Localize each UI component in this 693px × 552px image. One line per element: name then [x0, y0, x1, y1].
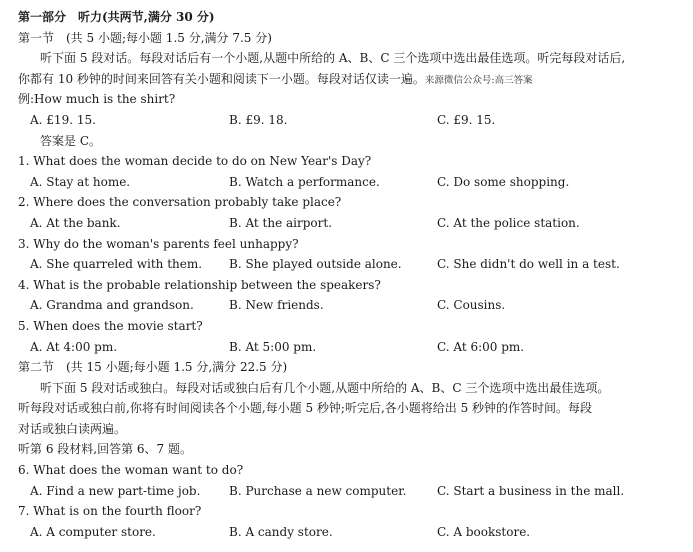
question-3: 3. Why do the woman's parents feel unhappy?: [18, 236, 299, 251]
section2-instruction-line1: 听下面 5 段对话或独白。每段对话或独白后有几个小题,从题中所给的 A、B、C 三个选项中选出最佳选项。: [40, 380, 610, 395]
question-3-option-b: B. She played outside alone.: [229, 257, 402, 272]
question-5-option-a: A. At 4:00 pm.: [30, 339, 118, 354]
question-7-option-a: A. A computer store.: [30, 524, 156, 539]
question-2-option-c: C. At the police station.: [437, 215, 580, 230]
question-4-options: [18, 295, 679, 316]
section1-title: 第一节 (共 5 小题;每小题 1.5 分,满分 7.5 分): [18, 30, 272, 45]
question-5-option-b: B. At 5:00 pm.: [229, 339, 317, 354]
question-6-option-b: B. Purchase a new computer.: [229, 483, 407, 498]
example-answer: 答案是 C。: [40, 133, 101, 148]
question-1-options: [18, 172, 679, 193]
question-3-option-c: C. She didn't do well in a test.: [437, 257, 620, 272]
section1-instruction-line1: 听下面 5 段对话。每段对话后有一个小题,从题中所给的 A、B、C 三个选项中选出最佳选项。听完每段对话后,: [40, 51, 626, 66]
example-option-b: B. £9. 18.: [229, 112, 288, 127]
question-5-option-c: C. At 6:00 pm.: [437, 339, 525, 354]
section1-instruction-text: 你都有 10 秒钟的时间来回答有关小题和阅读下一小题。每段对话仅读一遍。: [18, 71, 425, 86]
section1-instruction-line2: [18, 69, 679, 90]
question-7-options: [18, 522, 679, 543]
question-3-option-a: A. She quarreled with them.: [30, 257, 203, 272]
question-2: 2. Where does the conversation probably take place?: [18, 195, 342, 210]
example-option-c: C. £9. 15.: [437, 112, 496, 127]
question-2-option-a: A. At the bank.: [30, 215, 121, 230]
question-6-option-a: A. Find a new part-time job.: [30, 483, 201, 498]
question-6: 6. What does the woman want to do?: [18, 463, 244, 478]
question-1-option-b: B. Watch a performance.: [229, 174, 380, 189]
section2-instruction-line3: 对话或独白读两遍。: [18, 421, 127, 436]
section2-material: 听第 6 段材料,回答第 6、7 题。: [18, 442, 192, 457]
question-4: 4. What is the probable relationship between the speakers?: [18, 277, 381, 292]
question-7-option-b: B. A candy store.: [229, 524, 333, 539]
section2-title: 第二节 (共 15 小题;每小题 1.5 分,满分 22.5 分): [18, 360, 288, 375]
question-4-option-c: C. Cousins.: [437, 298, 506, 313]
part1-title: 第一部分 听力(共两节,满分 30 分): [18, 10, 215, 24]
example-option-a: A. £19. 15.: [30, 112, 96, 127]
question-6-option-c: C. Start a business in the mall.: [437, 483, 625, 498]
question-3-options: [18, 254, 679, 275]
question-6-options: [18, 481, 679, 502]
question-4-option-a: A. Grandma and grandson.: [30, 298, 194, 313]
question-2-option-b: B. At the airport.: [229, 215, 333, 230]
question-4-option-b: B. New friends.: [229, 298, 324, 313]
watermark-text: 来源微信公众号:高三答案: [424, 74, 533, 86]
question-1: 1. What does the woman decide to do on New Year's Day?: [18, 154, 372, 169]
question-1-option-a: A. Stay at home.: [30, 174, 131, 189]
question-5-options: [18, 337, 679, 358]
question-2-options: [18, 213, 679, 234]
example-question: 例:How much is the shirt?: [18, 92, 176, 107]
section2-instruction-line2: 听每段对话或独白前,你将有时间阅读各个小题,每小题 5 秒钟;听完后,各小题将给出 5 秒钟的作答时间。每段: [18, 401, 593, 416]
question-1-option-c: C. Do some shopping.: [437, 174, 570, 189]
example-options: [18, 110, 679, 131]
question-7: 7. What is on the fourth floor?: [18, 504, 202, 519]
question-5: 5. When does the movie start?: [18, 318, 203, 333]
question-7-option-c: C. A bookstore.: [437, 524, 531, 539]
